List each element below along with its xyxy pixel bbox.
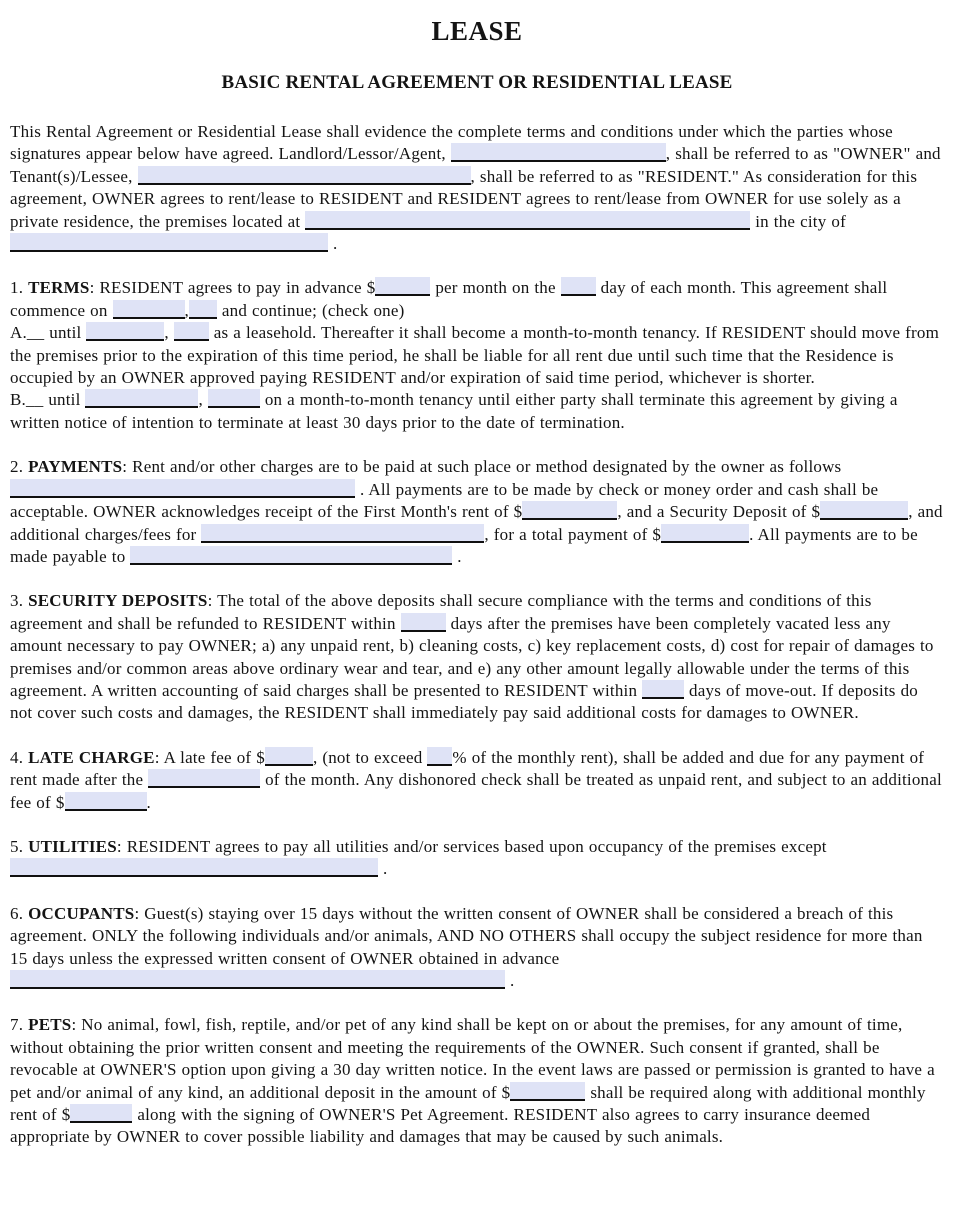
body-text: 5. — [10, 836, 29, 856]
body-text: This Rental Agreement or Residential Lease shall evidence the complete terms and conditions under which the parties whose signatures appear below have agreed. Landlord/Lessor/Agent, — [10, 122, 893, 164]
field-payment-place-method[interactable] — [10, 479, 355, 498]
field-payable-to[interactable] — [130, 546, 452, 565]
body-text: . — [505, 971, 515, 990]
body-text: in the city of — [750, 211, 846, 231]
field-group-total-payment: $ — [652, 525, 749, 544]
body-text: , (not to exceed — [312, 747, 428, 767]
body-text: on a month-to-month tenancy until either party shall terminate this agreement by giving a written notice of intention to terminate at least 30 days prior to the date of termination. — [10, 390, 898, 432]
body-text: , and a Security Deposit of — [617, 502, 812, 522]
field-accounting-days[interactable] — [642, 680, 684, 699]
section-heading-text: OCCUPANTS — [28, 903, 135, 923]
body-text: : RESIDENT agrees to pay all utilities and/or services based upon occupancy of the premises except — [116, 836, 827, 856]
body-text: and continue; (check one) — [216, 300, 405, 320]
body-text: 7. — [10, 1015, 29, 1035]
section-7-pets — [10, 1014, 944, 1148]
intro-paragraph — [10, 121, 944, 255]
field-city[interactable] — [10, 233, 328, 252]
section-6-occupants — [10, 903, 944, 993]
body-text: . — [452, 546, 462, 566]
field-group-late-percent: % — [427, 748, 466, 767]
section-5-utilities — [10, 836, 944, 881]
field-month-to-month-until-date[interactable] — [85, 389, 198, 408]
body-text: . — [328, 234, 338, 254]
body-text: per month on the — [430, 278, 561, 298]
body-text: 3. — [10, 591, 29, 611]
field-tenant-lessee[interactable] — [138, 166, 471, 185]
field-commencement-year[interactable] — [189, 300, 217, 319]
body-text: . — [378, 859, 388, 879]
body-text: 1. — [10, 278, 29, 298]
field-landlord-lessor-agent[interactable] — [451, 143, 666, 162]
body-text: 4. — [10, 747, 29, 767]
body-text: , — [198, 390, 208, 410]
body-text: , — [164, 323, 174, 343]
field-security-deposit[interactable] — [820, 501, 908, 520]
field-group-late-fee: $ — [256, 748, 313, 767]
section-heading-text: SECURITY DEPOSITS — [28, 591, 208, 611]
field-dishonored-check-fee[interactable] — [65, 792, 147, 811]
section-2-payments — [10, 456, 944, 568]
field-group-security-deposit: $ — [812, 502, 909, 521]
body-text: days after the premises have been completely vacated less any amount necessary to pay OWNER; a) any unpaid rent, b) cleaning costs, c) key replacement costs, d) cost for repair of damages to premises and/or common areas above ordinary wear and tear, and e) any other amount legally allowable under the terms of this agreement. A written accounting of said charges shall be presented to RESIDENT within — [10, 613, 934, 700]
body-text: . All payments are to be made by check or money order and cash shall be acceptable. OWNER acknowledges receipt of the First Month's rent of — [10, 479, 879, 522]
body-text: : A late fee of — [154, 747, 257, 767]
field-late-fee[interactable] — [265, 747, 313, 766]
field-group-dishonored-check-fee: $ — [56, 793, 147, 812]
section-1-terms — [10, 277, 944, 434]
document-subtitle: BASIC RENTAL AGREEMENT OR RESIDENTIAL LEASE — [221, 72, 733, 93]
body-text: , shall be referred to as "OWNER" and Tenant(s)/Lessee, — [10, 144, 941, 186]
field-pet-deposit[interactable] — [510, 1082, 585, 1101]
field-occupants-list[interactable] — [10, 970, 505, 989]
body-text: as a leasehold. Thereafter it shall become a month-to-month tenancy. If RESIDENT should move from the premises prior to the expiration of this time period, he shall be liable for all rent due until such time that the Residence is occupied by an OWNER approved paying RESIDENT and/or expiration of said time period, whichever is shorter. — [10, 323, 940, 388]
field-total-payment[interactable] — [661, 524, 749, 543]
body-text: , for a total payment of — [484, 524, 653, 544]
field-leasehold-until-date[interactable] — [86, 322, 164, 341]
body-text: 2. — [10, 457, 29, 477]
field-pet-monthly-rent[interactable] — [70, 1104, 132, 1123]
body-text: 6. — [10, 903, 29, 923]
body-text: : Guest(s) staying over 15 days without the written consent of OWNER shall be considered a breach of this agreement. ONLY the following individuals and/or animals, AND NO OTHERS shall occupy the subject residence for more than 15 days unless the expressed written consent of OWNER obtained in advance — [10, 903, 923, 968]
field-first-month-rent[interactable] — [522, 501, 617, 520]
field-group-monthly-rent-amount: $ — [367, 278, 431, 297]
field-monthly-rent-amount[interactable] — [375, 277, 430, 296]
field-premises-address[interactable] — [305, 211, 750, 230]
body-text: day of each month. This agreement shall commence on — [10, 278, 888, 320]
document-title: LEASE — [431, 16, 523, 46]
body-text: of the monthly rent), shall be added and due for any payment of rent made after the — [10, 747, 925, 790]
body-text: : RESIDENT agrees to pay in advance — [89, 278, 367, 298]
section-heading-text: PAYMENTS — [28, 457, 123, 477]
field-month-to-month-until-year[interactable] — [208, 389, 260, 408]
body-text: . — [146, 792, 151, 812]
field-additional-charges-fees[interactable] — [201, 524, 484, 543]
field-rent-due-day[interactable] — [561, 277, 596, 296]
section-heading-text: LATE CHARGE — [28, 747, 155, 767]
field-commencement-date[interactable] — [113, 300, 185, 319]
body-text: A.__ until — [10, 323, 87, 343]
field-group-pet-deposit: $ — [502, 1083, 586, 1102]
body-text: : Rent and/or other charges are to be paid at such place or method designated by the owner as follows — [122, 457, 842, 477]
section-heading-text: PETS — [28, 1015, 72, 1035]
field-security-refund-days[interactable] — [401, 613, 446, 632]
section-heading-text: TERMS — [28, 278, 90, 298]
field-late-percent[interactable] — [427, 747, 452, 766]
body-text: . All payments are to be made payable to — [10, 524, 918, 566]
section-3-security-deposits — [10, 590, 944, 724]
field-group-pet-monthly-rent: $ — [62, 1105, 133, 1124]
field-leasehold-until-year[interactable] — [174, 322, 209, 341]
body-text: , and additional charges/fees for — [10, 502, 943, 544]
body-text: along with the signing of OWNER'S Pet Agreement. RESIDENT also agrees to carry insurance deemed appropriate by OWNER to cover possible liability and damages that may be caused by such animals. — [10, 1105, 871, 1147]
body-text: , shall be referred to as "RESIDENT." As consideration for this agreement, OWNER agrees to rent/lease to RESIDENT and RESIDENT agrees to rent/lease from OWNER for use solely as a private residence, the premises located at — [10, 166, 918, 231]
section-heading-text: UTILITIES — [28, 836, 117, 856]
body-text: : No animal, fowl, fish, reptile, and/or pet of any kind shall be kept on or about the premises, for any amount of time, without obtaining the prior written consent and meeting the requirements of the OWNER. Such consent if granted, shall be revocable at OWNER'S option upon giving a 30 day written notice. In the event laws are passed or permission is granted to have a pet and/or animal of any kind, an additional deposit in the amount of — [10, 1015, 935, 1102]
field-group-first-month-rent: $ — [514, 502, 618, 521]
body-text: : The total of the above deposits shall secure compliance with the terms and conditions of this agreement and shall be refunded to RESIDENT within — [10, 591, 872, 633]
field-utilities-exceptions[interactable] — [10, 858, 378, 877]
body-text: B.__ until — [10, 390, 86, 410]
body-text: days of move-out. If deposits do not cover such costs and damages, the RESIDENT shall immediately pay said additional costs for damages to OWNER. — [10, 680, 918, 723]
body-text: of the month. Any dishonored check shall be treated as unpaid rent, and subject to an additional fee of — [10, 770, 942, 812]
section-4-late-charge — [10, 747, 944, 814]
body-text: , — [184, 300, 189, 320]
body-text: shall be required along with additional monthly rent of — [10, 1082, 926, 1125]
field-late-after-day[interactable] — [148, 769, 260, 788]
